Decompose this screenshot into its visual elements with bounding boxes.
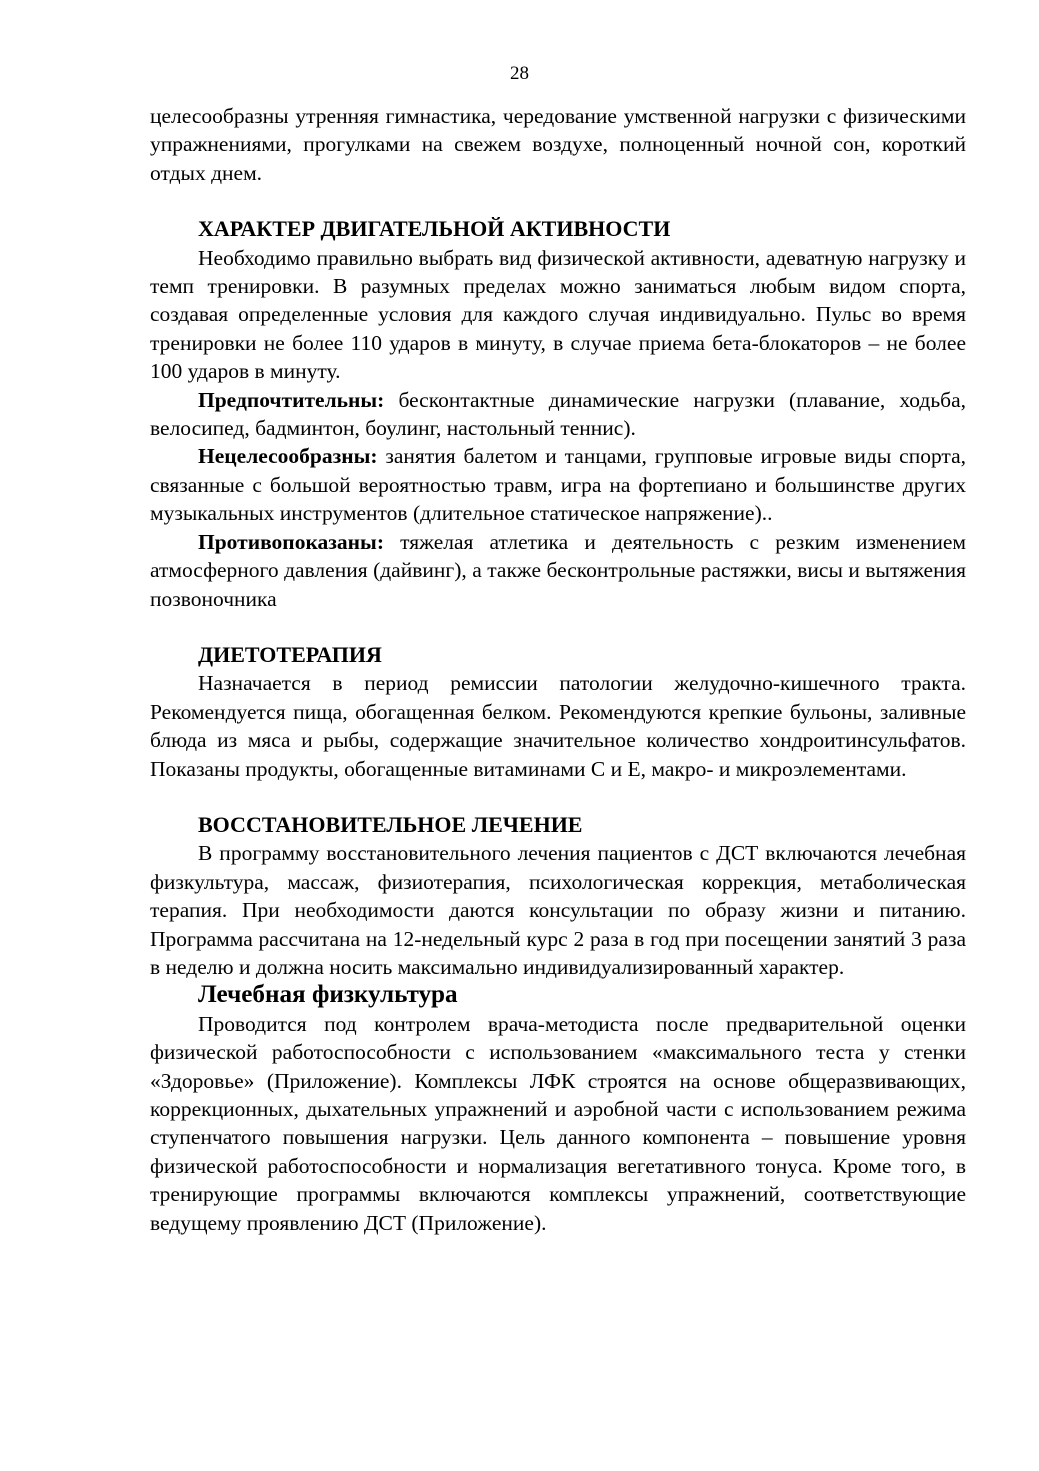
preferred-label: Предпочтительны:	[198, 387, 385, 412]
preferred-paragraph	[150, 386, 966, 443]
intro-paragraph: целесообразны утренняя гимнастика, чередование умственной нагрузки с физическими упражнениями, прогулками на свежем воздухе, полноценный ночной сон, короткий отдых днем.	[150, 104, 966, 185]
section-gap	[150, 783, 966, 811]
inadvisable-paragraph	[150, 442, 966, 527]
section-gap	[150, 613, 966, 641]
page-number: 28	[510, 63, 529, 84]
physical-therapy-paragraph: Проводится под контролем врача-методиста после предварительной оценки физической работоспособности с использованием «максимального теста у стенки «Здоровье» (Приложение). Комплексы ЛФК строятся на основе общеразвивающих, коррекционных, дыхательных упражнений и аэробной части с использованием режима ступенчатого повышения нагрузки. Цель данного компонента – повышение уровня физической работоспособности и нормализация вегетативного тонуса. Кроме того, в тренирующие программы включаются комплексы упражнений, соответствующие ведущему проявлению ДСТ (Приложение).	[150, 1011, 966, 1235]
contraindicated-paragraph	[150, 528, 966, 613]
contraindicated-text: тяжелая атлетика и деятельность с резким изменением атмосферного давления (дайвинг), а также бесконтрольные растяжки, висы и вытяжения позвоночника	[150, 529, 966, 611]
heading-rehabilitation: ВОССТАНОВИТЕЛЬНОЕ ЛЕЧЕНИЕ	[198, 811, 583, 837]
page-content	[150, 102, 966, 1237]
inadvisable-label: Нецелесообразны:	[198, 444, 378, 469]
section-gap	[150, 187, 966, 215]
subheading-physical-therapy: Лечебная физкультура	[198, 981, 458, 1009]
preferred-text: бесконтактные динамические нагрузки (плавание, ходьба, велосипед, бадминтон, боулинг, настольный теннис).	[150, 387, 966, 441]
diet-paragraph: Назначается в период ремиссии патологии желудочно-кишечного тракта. Рекомендуется пища, обогащенная белком. Рекомендуются крепкие бульоны, заливные блюда из мяса и рыбы, содержащие значительное количество хондроитинсульфатов. Показаны продукты, обогащенные витаминами С и Е, макро- и микроэлементами.	[150, 671, 966, 781]
rehab-paragraph: В программу восстановительного лечения пациентов с ДСТ включаются лечебная физкультура, массаж, физиотерапия, психологическая коррекция, метаболическая терапия. При необходимости даются консультации по образу жизни и питанию. Программа рассчитана на 12-недельный курс 2 раза в год при посещении занятий 3 раза в неделю и должна носить максимально индивидуализированный характер.	[150, 841, 966, 979]
inadvisable-text: занятия балетом и танцами, групповые игровые виды спорта, связанные с большой вероятностью травм, игра на фортепиано и большинстве других музыкальных инструментов (длительное статическое напряжение)..	[150, 444, 966, 526]
activity-paragraph: Необходимо правильно выбрать вид физической активности, адеватную нагрузку и темп тренировки. В разумных пределах можно заниматься любым видом спорта, создавая определенные условия для каждого случая индивидуально. Пульс во время тренировки не более 110 ударов в минуту, в случае приема бета-блокаторов – не более 100 ударов в минуту.	[150, 245, 966, 384]
contraindicated-label: Противопоказаны:	[198, 529, 384, 554]
heading-physical-activity: ХАРАКТЕР ДВИГАТЕЛЬНОЙ АКТИВНОСТИ	[198, 216, 671, 242]
heading-diet-therapy: ДИЕТОТЕРАПИЯ	[198, 641, 382, 667]
